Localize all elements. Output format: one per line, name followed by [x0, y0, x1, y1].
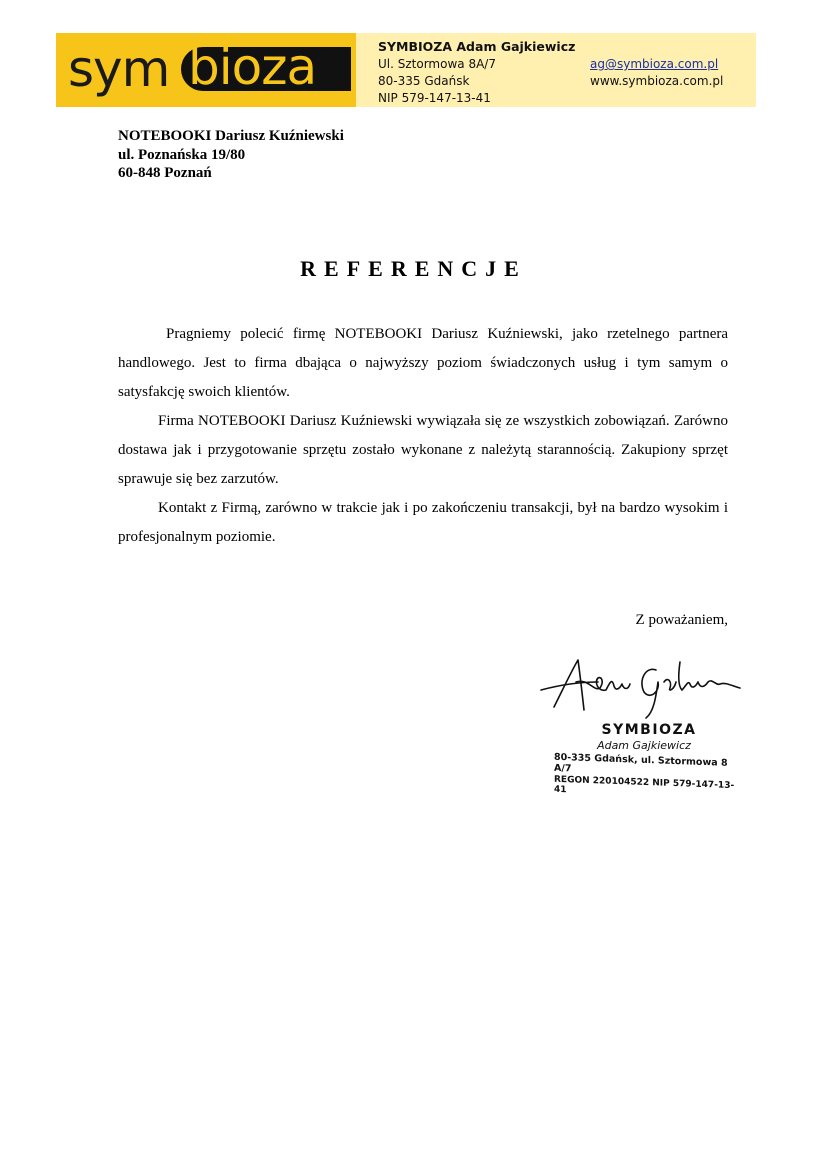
logo-sym-text: sym [68, 40, 170, 98]
body-paragraph-2: Firma NOTEBOOKI Dariusz Kuźniewski wywiązała się ze wszystkich zobowiązań. Zarówno dostawa jak i przygotowanie sprzętu zostało wykonane z należytą starannością. Zakupiony sprzęt sprawuje się bez zarzutów. [118, 413, 728, 487]
recipient-street: ul. Poznańska 19/80 [118, 146, 246, 163]
stamp-address: 80-335 Gdańsk, ul. Sztormowa 8 A/7 [554, 751, 728, 775]
body-paragraph-3: Kontakt z Firmą, zarówno w trakcie jak i po zakończeniu transakcji, był na bardzo wysokim i profesjonalnym poziomie. [118, 500, 728, 545]
closing-salutation: Z poważaniem, [635, 612, 728, 628]
body-paragraph-1: Pragniemy polecić firmę NOTEBOOKI Dariusz Kuźniewski, jako rzetelnego partnera handlowego. Jest to firma dbająca o najwyższy poziom świadczonych usług i tym samym o satysfakcję swoich klientów. [118, 326, 728, 400]
company-email-link[interactable]: ag@symbioza.com.pl [590, 57, 719, 71]
recipient-name: NOTEBOOKI Dariusz Kuźniewski [118, 128, 344, 144]
recipient-address [118, 127, 344, 183]
company-stamp [540, 722, 740, 798]
handwritten-signature [536, 652, 746, 722]
letterhead [56, 33, 756, 107]
recipient-city: 60-848 Poznań [118, 165, 212, 181]
company-website: www.symbioza.com.pl [590, 74, 724, 88]
company-nip: NIP 579-147-13-41 [378, 91, 491, 105]
stamp-owner: Adam Gajkiewicz [597, 739, 691, 752]
stamp-ids: REGON 220104522 NIP 579-147-13-41 [554, 774, 735, 796]
logo-bioza-text: bioza [188, 38, 317, 96]
letter-body [118, 320, 728, 552]
symbioza-logo [56, 33, 356, 107]
company-street: Ul. Sztormowa 8A/7 [378, 57, 496, 71]
stamp-name: SYMBIOZA [601, 722, 697, 738]
company-info [356, 33, 756, 107]
letter-title: REFERENCJE [300, 256, 527, 281]
company-city: 80-335 Gdańsk [378, 74, 470, 88]
company-name: SYMBIOZA Adam Gajkiewicz [378, 39, 576, 54]
